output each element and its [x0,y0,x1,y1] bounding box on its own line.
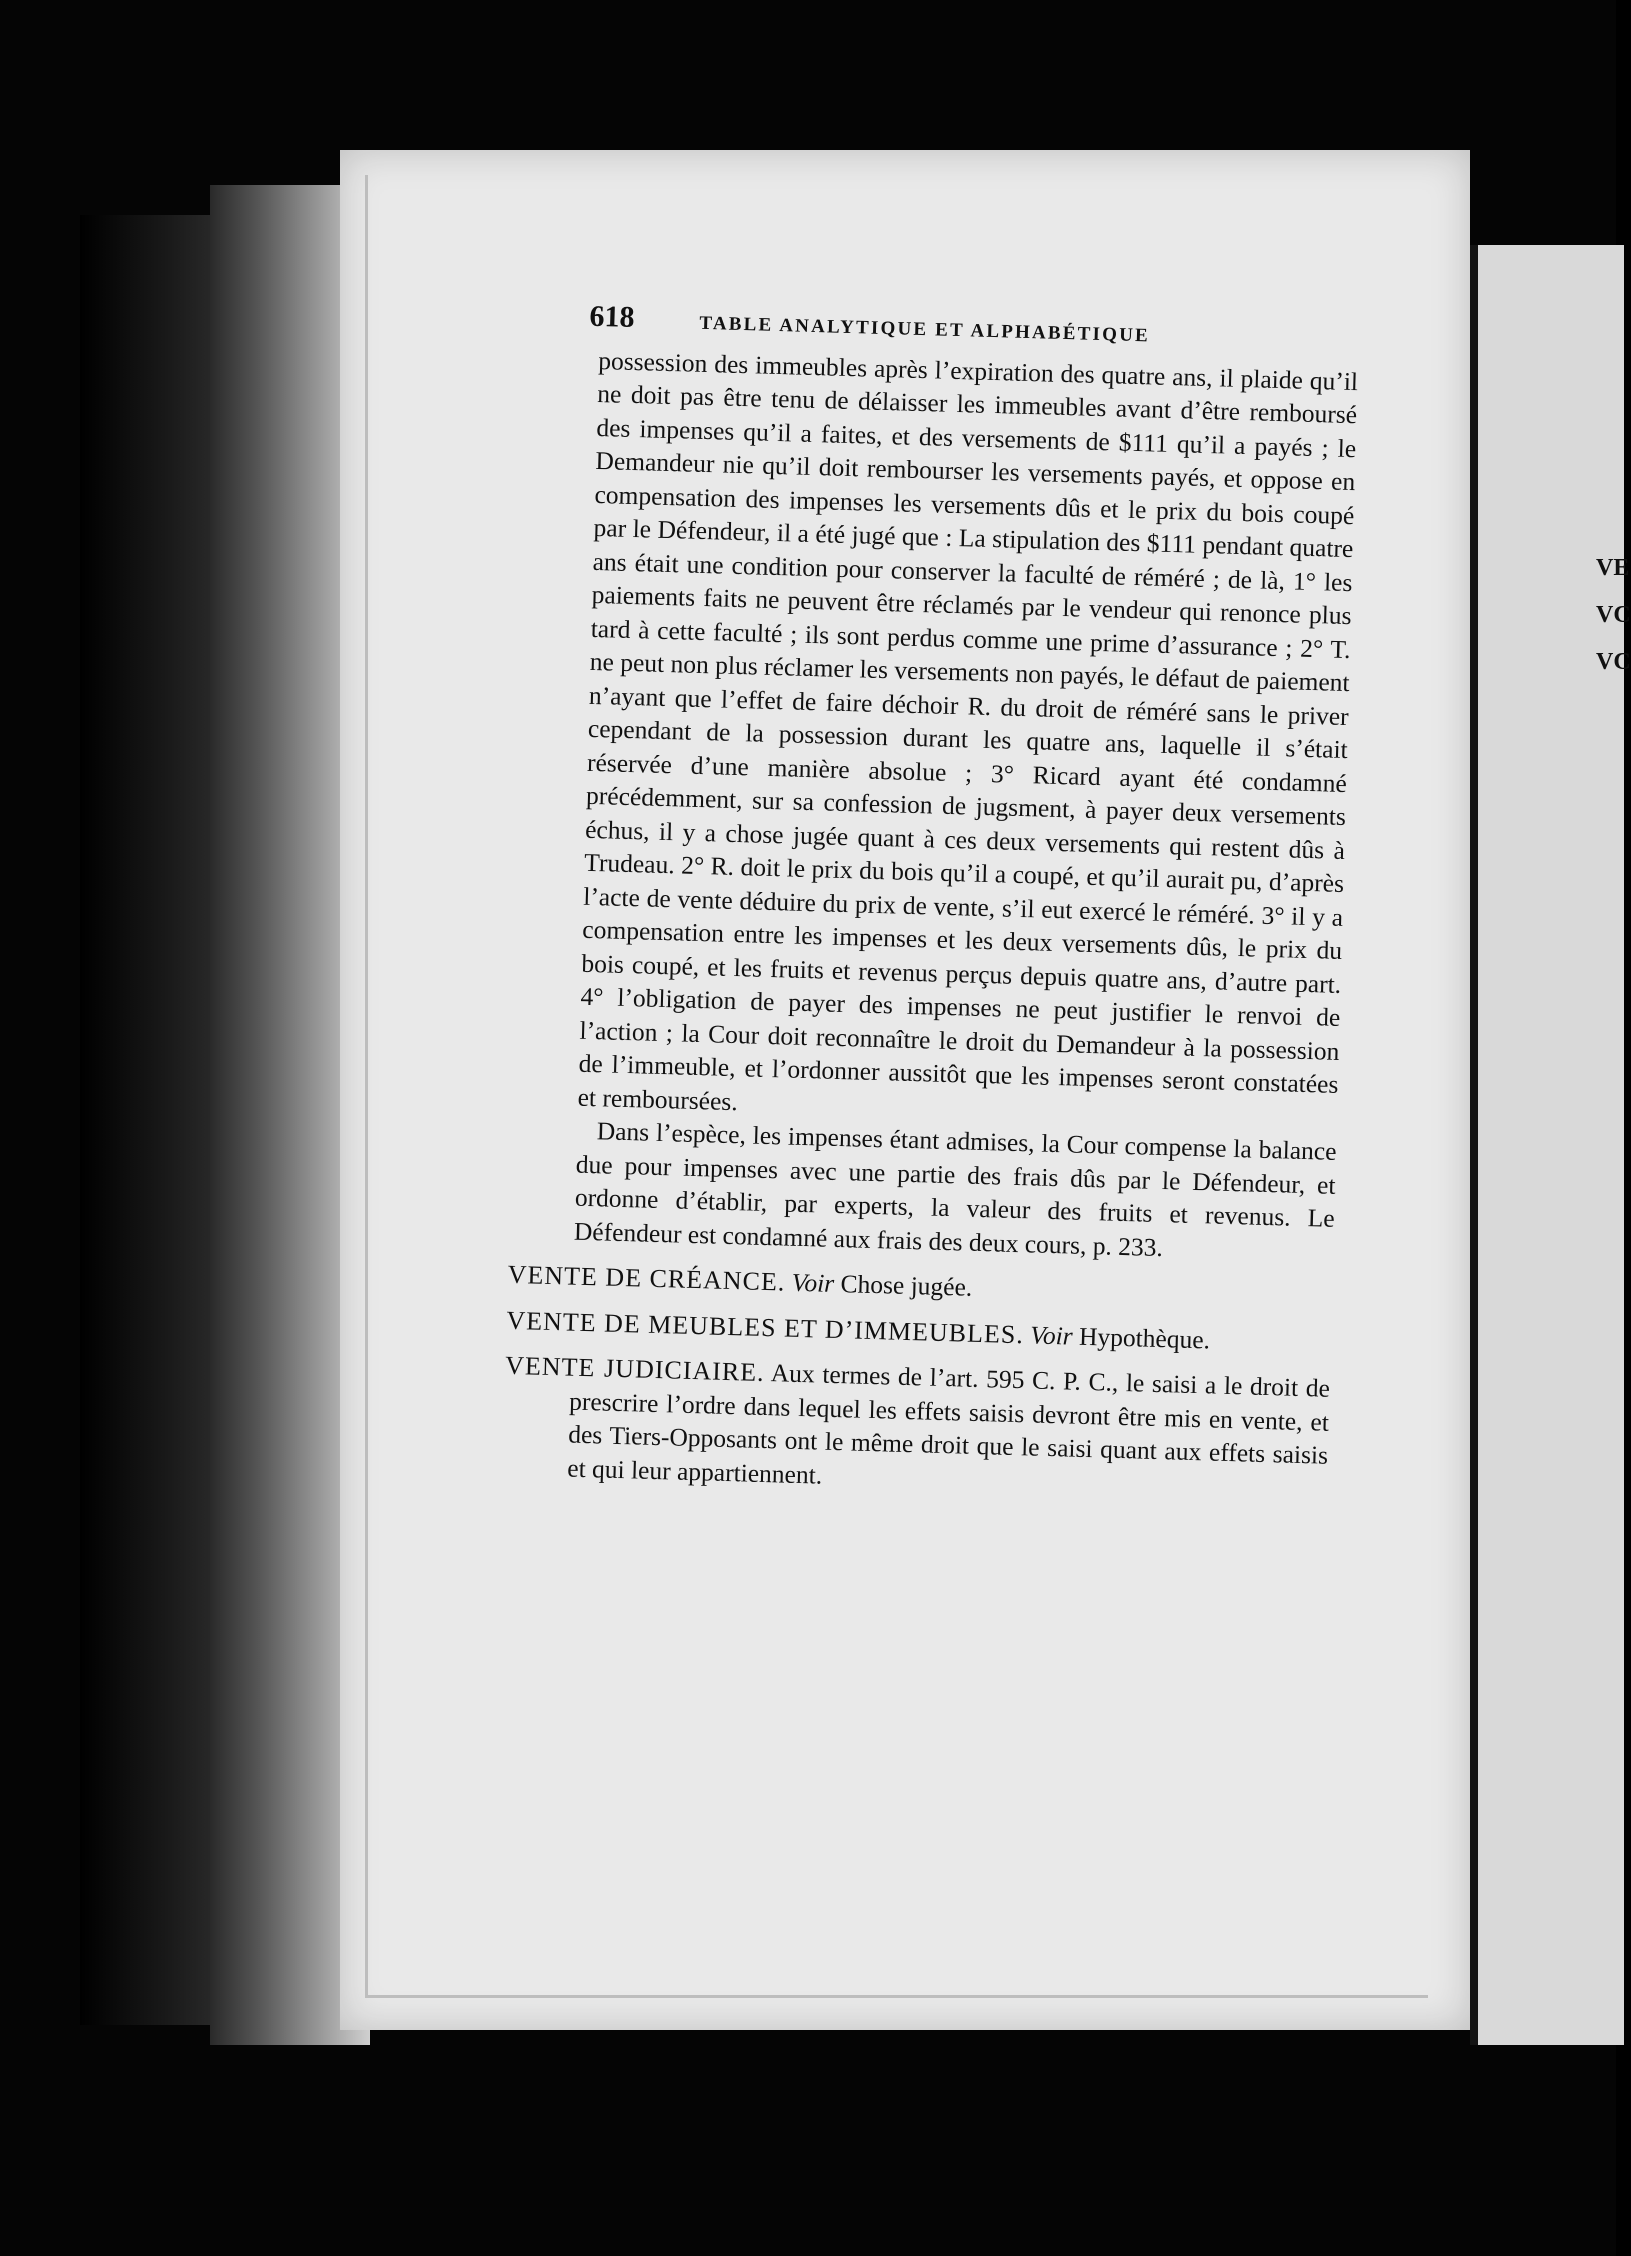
entry-heading: VENTE DE MEUBLES ET D’IMMEUBLES. [506,1305,1025,1349]
running-head: TABLE ANALYTIQUE ET ALPHABÉTIQUE [699,312,1151,347]
see-reference: Chose jugée. [840,1269,973,1302]
facing-page-fragment: VE [1596,555,1630,581]
facing-page [1470,245,1631,2045]
facing-page-fragment: VC [1596,649,1631,675]
entry-heading: VENTE JUDICIAIRE. [504,1350,766,1388]
page-number: 618 [589,299,635,334]
decision-paragraph: Dans l’espèce, les impenses étant admises, la Cour compense la balance due pour impenses avec une partie des frais dûs par le Défendeur, et ordonne d’établir, par experts, la valeur des fruits et revenus. Le Défendeur est condamné aux frais des deux cours, p. 233. [573,1116,1337,1262]
book-spine-shadow [80,215,230,2025]
page-text [504,299,1360,1506]
see-reference-label: Voir [1029,1319,1074,1351]
see-reference-label: Voir [791,1267,835,1298]
index-entry-vente-judiciaire [502,1349,1330,1506]
facing-page-fragment: VC [1596,602,1631,628]
continuation-paragraph: possession des immeubles après l’expiration des quatre ans, il plaide qu’il ne doit pas être tenu de délaisser les immeubles avant d’être remboursé des impenses qu’il a faites, et des versements de $111 qu’il a payés ; le Demandeur nie qu’il doit rembourser les versements payés, et oppose en compensation des impenses les versements dûs et le prix du bois coupé par le Défendeur, il a été jugé que : La stipulation des $111 pendant quatre ans était une condition pour conserver la faculté de réméré ; de là, 1° les paiements faits ne peuvent être réclamés par le vendeur qui renonce plus tard à cette faculté ; ils sont perdus comme une prime d’assurance ; 2° T. ne peut non plus réclamer les versements non payés, le défaut de paiement n’ayant que l’effet de faire déchoir R. du droit de réméré sans le priver cependant de la possession durant les quatre ans, laquelle il s’était réservée d’une manière absolue ; 3° Ricard ayant été condamné précédemment, sur sa confession de jugsment, à payer deux versements échus, il y a chose jugée quant à ces deux versements qui restent dûs à Trudeau. 2° R. doit le prix du bois qu’il a coupé, et qu’il aurait pu, d’après l’acte de vente déduire du prix de vente, s’il eut exercé le réméré. 3° il y a compensation entre les impenses et les deux versements dûs, le prix du bois coupé, et les fruits et revenus perçus depuis quatre ans, d’autre part. 4° l’obligation de payer des impenses ne peut justifier le renvoi de l’action ; la Cour doit reconnaître le droit du Demandeur à la possession de l’immeuble, et l’ordonner aussitôt que les impenses seront constatées et remboursées. [577,345,1359,1116]
entry-heading: VENTE DE CRÉANCE. [507,1259,786,1297]
entry-text: Aux termes de l’art. 595 C. P. C., le saisi a le droit de prescrire l’ordre dans lequel les effets saisis devront être mis en vente, et des Tiers-Opposants ont le même droit que le saisi quant aux effets saisis et qui leur appartiennent. [566,1358,1331,1490]
see-reference: Hypothèque. [1078,1321,1211,1354]
